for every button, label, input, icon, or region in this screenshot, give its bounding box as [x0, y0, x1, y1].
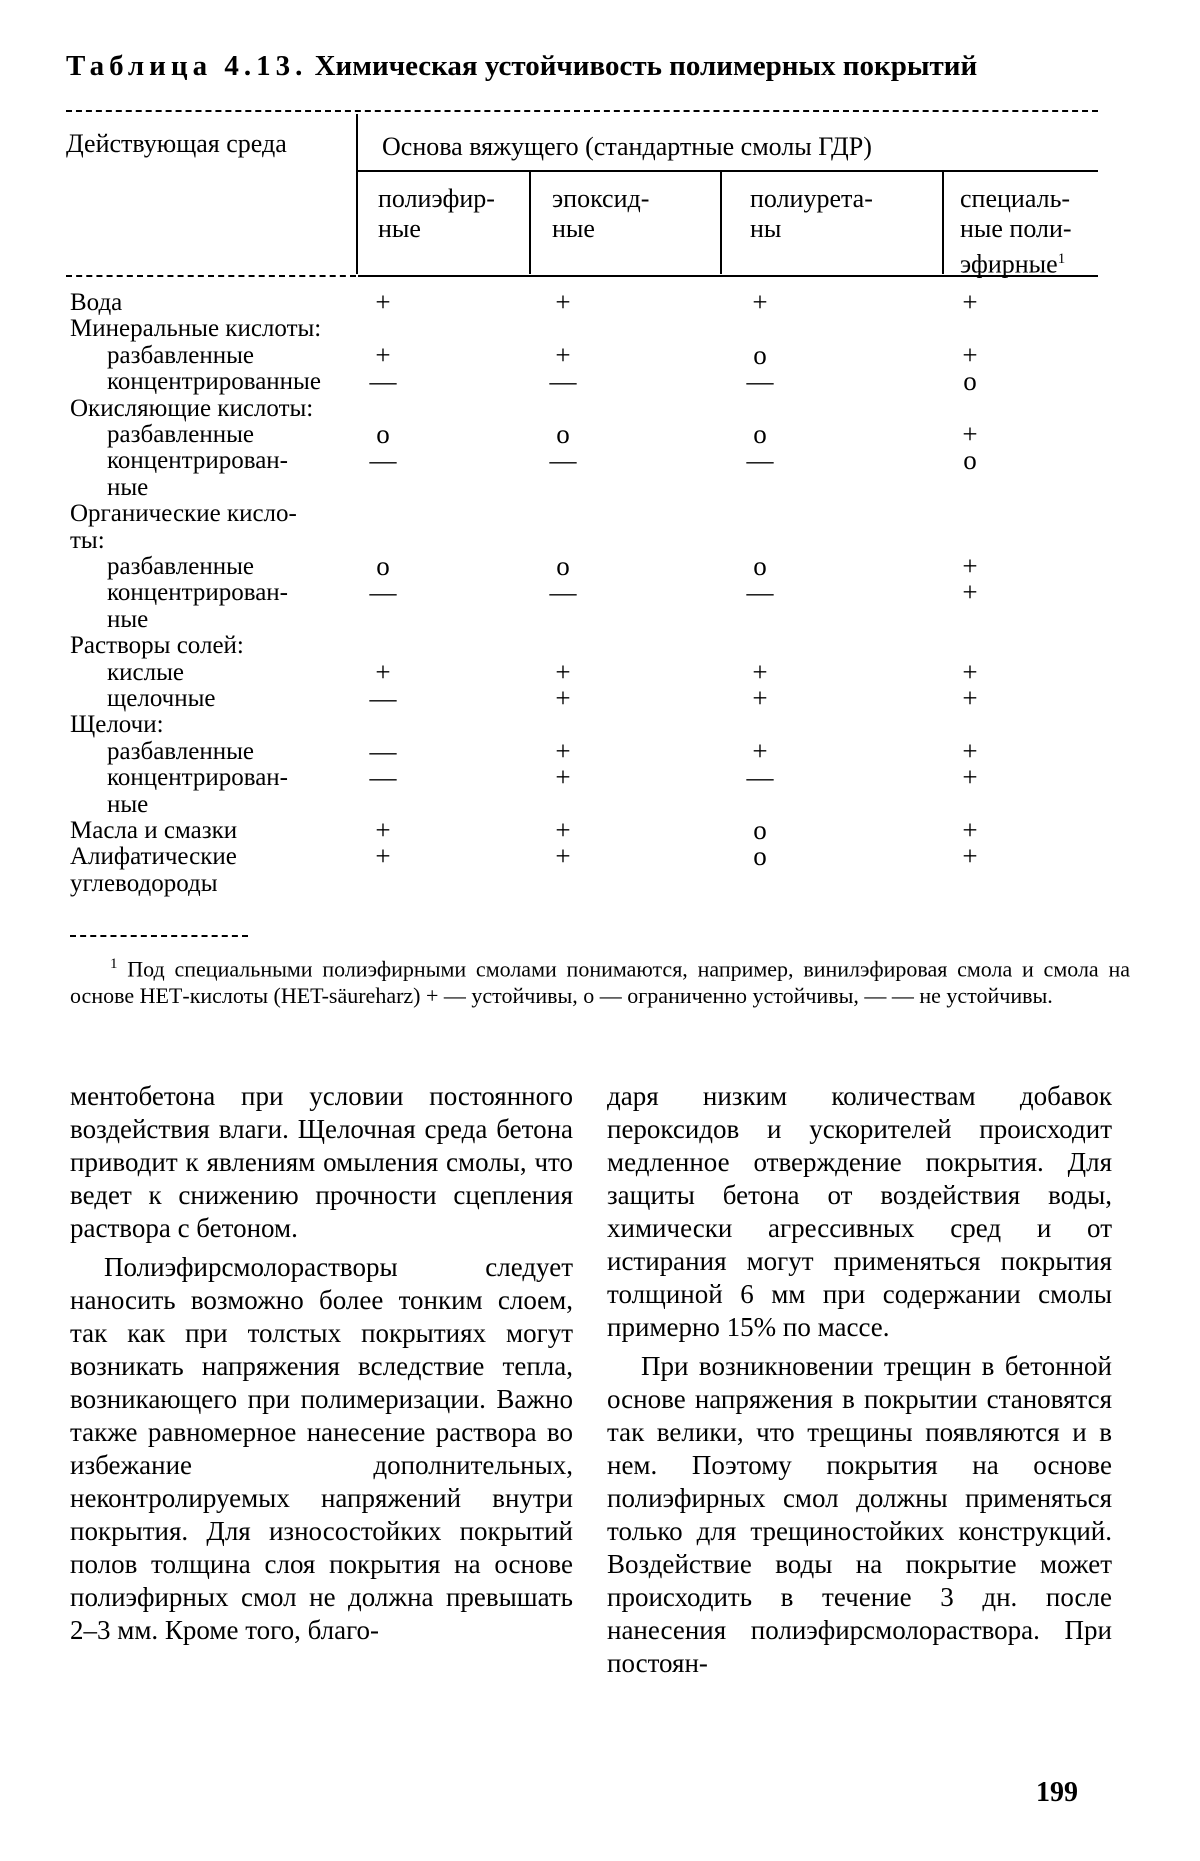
table-row: [0, 632, 1200, 659]
row-label: щелочные: [107, 685, 216, 712]
table-cell: +: [752, 287, 768, 317]
table-cell: —: [369, 577, 397, 608]
row-label: ные: [107, 605, 149, 633]
table-cell: +: [375, 656, 391, 687]
table-cell: о: [753, 551, 767, 581]
table-cell: +: [962, 656, 978, 687]
table-row: [0, 395, 1200, 422]
body-paragraph: При возникновении трещин в бетонной основе напряжения в покрытии становятся так велики, что трещины появляются и в нем. Поэтому покрытия на основе полиэфирных смол должны применяться только для трещиностойких конструкций. Воздействие воды на покрытие может происходить в течение 3 дн. после нанесения полиэфирсмолораствора. При постоян-: [607, 1351, 1112, 1678]
table-row: [0, 817, 1200, 844]
table-row: [0, 656, 1200, 687]
row-label: разбавленные: [107, 737, 254, 765]
table-cell: о: [753, 419, 767, 449]
table-cell: +: [962, 419, 978, 449]
table-cell: —: [369, 445, 397, 476]
row-label: ные: [107, 473, 149, 501]
table-cell: о: [376, 419, 390, 449]
table-row: [0, 368, 1200, 395]
row-label: разбавленные: [107, 421, 254, 448]
table-cell: +: [555, 841, 571, 872]
table-cell: —: [746, 577, 774, 608]
table-cell: —: [369, 683, 397, 713]
table-row: [0, 735, 1200, 766]
header-divider-2: [720, 171, 722, 274]
table-cell: —: [746, 762, 774, 793]
table-cell: +: [555, 287, 571, 317]
table-row: [0, 527, 1200, 554]
table-cell: +: [752, 656, 768, 687]
table-row: [0, 791, 1200, 818]
header-col-polyester: полиэфир- ные: [378, 184, 495, 243]
table-cell: о: [963, 366, 977, 397]
table-cell: +: [375, 815, 391, 845]
table-row: [0, 685, 1200, 712]
row-label: разбавленные: [107, 341, 254, 369]
footnote-rule: [70, 935, 248, 937]
table-cell: +: [375, 287, 391, 317]
table-cell: —: [369, 762, 397, 793]
row-label: разбавленные: [107, 553, 254, 580]
row-label: Минеральные кислоты:: [70, 315, 322, 343]
table-cell: +: [962, 577, 978, 608]
table-top-rule: [66, 110, 1098, 112]
footnote-marker: 1: [110, 956, 118, 972]
table-row: [0, 711, 1200, 738]
table-cell: +: [555, 735, 571, 766]
header-medium: Действующая среда: [66, 129, 287, 158]
row-label: ные: [107, 790, 149, 818]
body-paragraph: ментобетона при условии постоянного воздействия влаги. Щелочная среда бетона приводит к явлениям омыления смолы, что ведет к снижению прочности сцепления раствора с бетоном.: [70, 1081, 573, 1243]
table-row: [0, 553, 1200, 580]
table-cell: +: [962, 735, 978, 766]
body-paragraph: даря низким количествам добавок пероксидов и ускорителей происходит медленное отверждение покрытия. Для защиты бетона от воздействия воды, химически агрессивных сред и от истирания могут применяться покрытия толщиной 6 мм при содержании смолы примерно 15% по массе.: [607, 1081, 1112, 1342]
table-row: [0, 579, 1200, 606]
table-cell: о: [556, 419, 570, 449]
row-label: концентрирован-: [107, 447, 288, 475]
table-cell: —: [746, 366, 774, 397]
row-label: Щелочи:: [70, 711, 164, 739]
table-cell: +: [752, 683, 768, 713]
row-label: концентрированные: [107, 368, 321, 396]
table-cell: о: [753, 815, 767, 845]
body-paragraph: Полиэфирсмолорастворы следует наносить возможно более тонким слоем, так как при толстых покрытиях могут возникать напряжения вследствие тепла, возникающего при полимеризации. Важно также равномерное нанесение раствора во избежание дополнительных, неконтролируемых напряжений внутри покрытия. Для износостойких покрытий полов толщина слоя покрытия на основе полиэфирных смол не должна превышать 2–3 мм. Кроме того, благо-: [70, 1252, 573, 1645]
table-cell: +: [555, 762, 571, 793]
table-row: [0, 447, 1200, 474]
table-cell: +: [962, 841, 978, 872]
row-label: Вода: [70, 289, 123, 316]
table-row: [0, 289, 1200, 316]
table-cell: +: [962, 287, 978, 317]
header-group: Основа вяжущего (стандартные смолы ГДР): [382, 132, 872, 161]
table-row: [0, 870, 1200, 897]
row-label: концентрирован-: [107, 579, 288, 607]
table-cell: +: [375, 841, 391, 872]
table-row: [0, 474, 1200, 501]
header-divider-main: [356, 114, 358, 274]
text-column-right: [607, 1080, 1112, 1680]
footnote-text: Под специальными полиэфирными смолами понимаются, например, винилэфировая смола и смола на основе НЕТ-кислоты (HET-säureharz) + — устойчивы, о — ограниченно устойчивы, — — не устойчивы.: [70, 956, 1131, 1009]
table-title: [66, 50, 1146, 83]
table-number: Таблица 4.13.: [66, 50, 308, 82]
header-col-epoxy: эпоксид- ные: [552, 184, 650, 243]
table-cell: +: [555, 815, 571, 845]
header-col-special-polyester: специаль- ные поли- эфирные$^1$: [960, 184, 1072, 279]
table-cell: о: [556, 551, 570, 581]
page-number: 199: [1036, 1777, 1078, 1808]
table-cell: —: [369, 366, 397, 397]
table-cell: о: [376, 551, 390, 581]
table-cell: +: [962, 551, 978, 581]
row-label: Масла и смазки: [70, 817, 238, 844]
table-cell: +: [375, 339, 391, 370]
row-label: Растворы солей:: [70, 632, 244, 660]
table-cell: —: [549, 366, 577, 397]
table-row: [0, 843, 1200, 870]
header-divider-3: [942, 171, 944, 274]
row-label: углеводороды: [70, 869, 218, 897]
table-row: [0, 764, 1200, 791]
table-cell: —: [549, 445, 577, 476]
footnote-ref: 1: [1057, 251, 1066, 267]
row-label: Окисляющие кислоты:: [70, 394, 314, 422]
row-label: концентрирован-: [107, 764, 288, 792]
table-cell: —: [369, 735, 397, 766]
header-col-polyurethane: полиурета- ны: [750, 184, 873, 243]
table-row: [0, 421, 1200, 448]
row-label: Органические кисло-: [70, 500, 297, 528]
table-cell: +: [555, 656, 571, 687]
table-cell: +: [962, 339, 978, 370]
row-label: ты:: [70, 526, 105, 554]
table-cell: о: [963, 445, 977, 476]
row-label: Алифатические: [70, 843, 237, 871]
table-cell: о: [753, 841, 767, 872]
header-group-rule: [358, 170, 1098, 172]
table-cell: +: [962, 683, 978, 713]
table-cell: +: [555, 683, 571, 713]
table-cell: +: [962, 762, 978, 793]
table-row: [0, 500, 1200, 527]
table-cell: +: [752, 735, 768, 766]
table-row: [0, 339, 1200, 370]
table-caption: Химическая устойчивость полимерных покрытий: [314, 50, 978, 82]
row-label: кислые: [107, 658, 184, 686]
table-cell: —: [746, 445, 774, 476]
header-bottom-rule-left: [66, 275, 356, 277]
table-cell: +: [962, 815, 978, 845]
table-row: [0, 606, 1200, 633]
table-cell: о: [753, 339, 767, 370]
footnote: [70, 951, 1130, 1009]
table-row: [0, 315, 1200, 342]
table-cell: —: [549, 577, 577, 608]
header-divider-1: [529, 171, 531, 274]
table-cell: +: [555, 339, 571, 370]
text-column-left: [70, 1080, 573, 1647]
